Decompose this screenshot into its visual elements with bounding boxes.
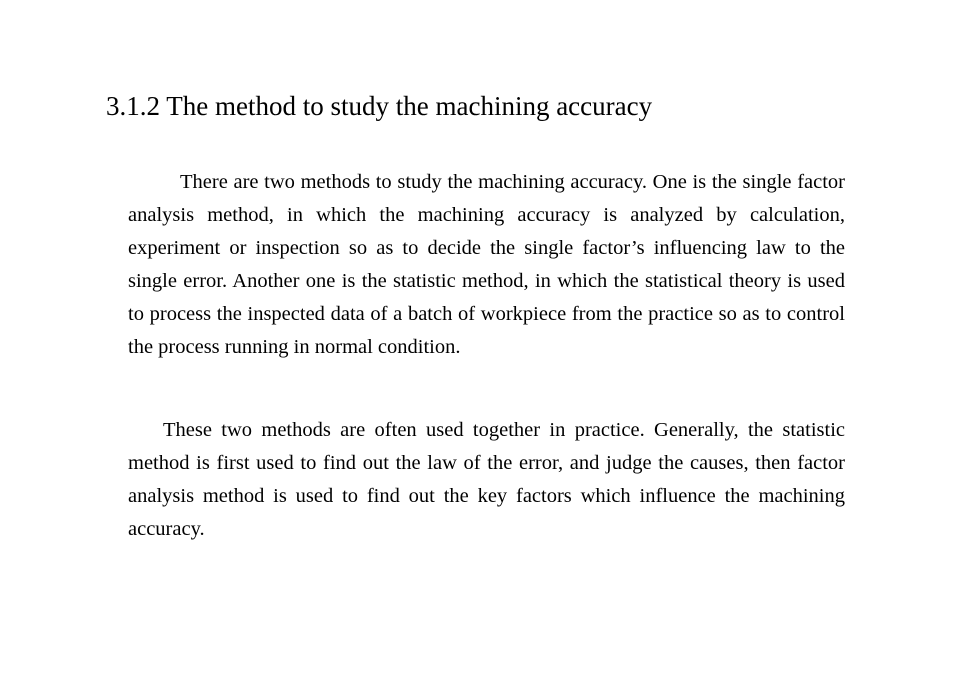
section-heading: 3.1.2 The method to study the machining accuracy xyxy=(106,91,653,121)
paragraph-methods-overview: There are two methods to study the machining accuracy. One is the single factor analysis method, in which the machining accuracy is analyzed by calculation, experiment or inspection so as to decide the single factor’s influencing law to the single error. Another one is the statistic method, in which the statistical theory is used to process the inspected data of a batch of workpiece from the practice so as to control the process running in normal condition. xyxy=(128,171,845,358)
paragraph-methods-combined: These two methods are often used together in practice. Generally, the statistic method is first used to find out the law of the error, and judge the causes, then factor analysis method is used to find out the key factors which influence the machining accuracy. xyxy=(128,419,845,540)
